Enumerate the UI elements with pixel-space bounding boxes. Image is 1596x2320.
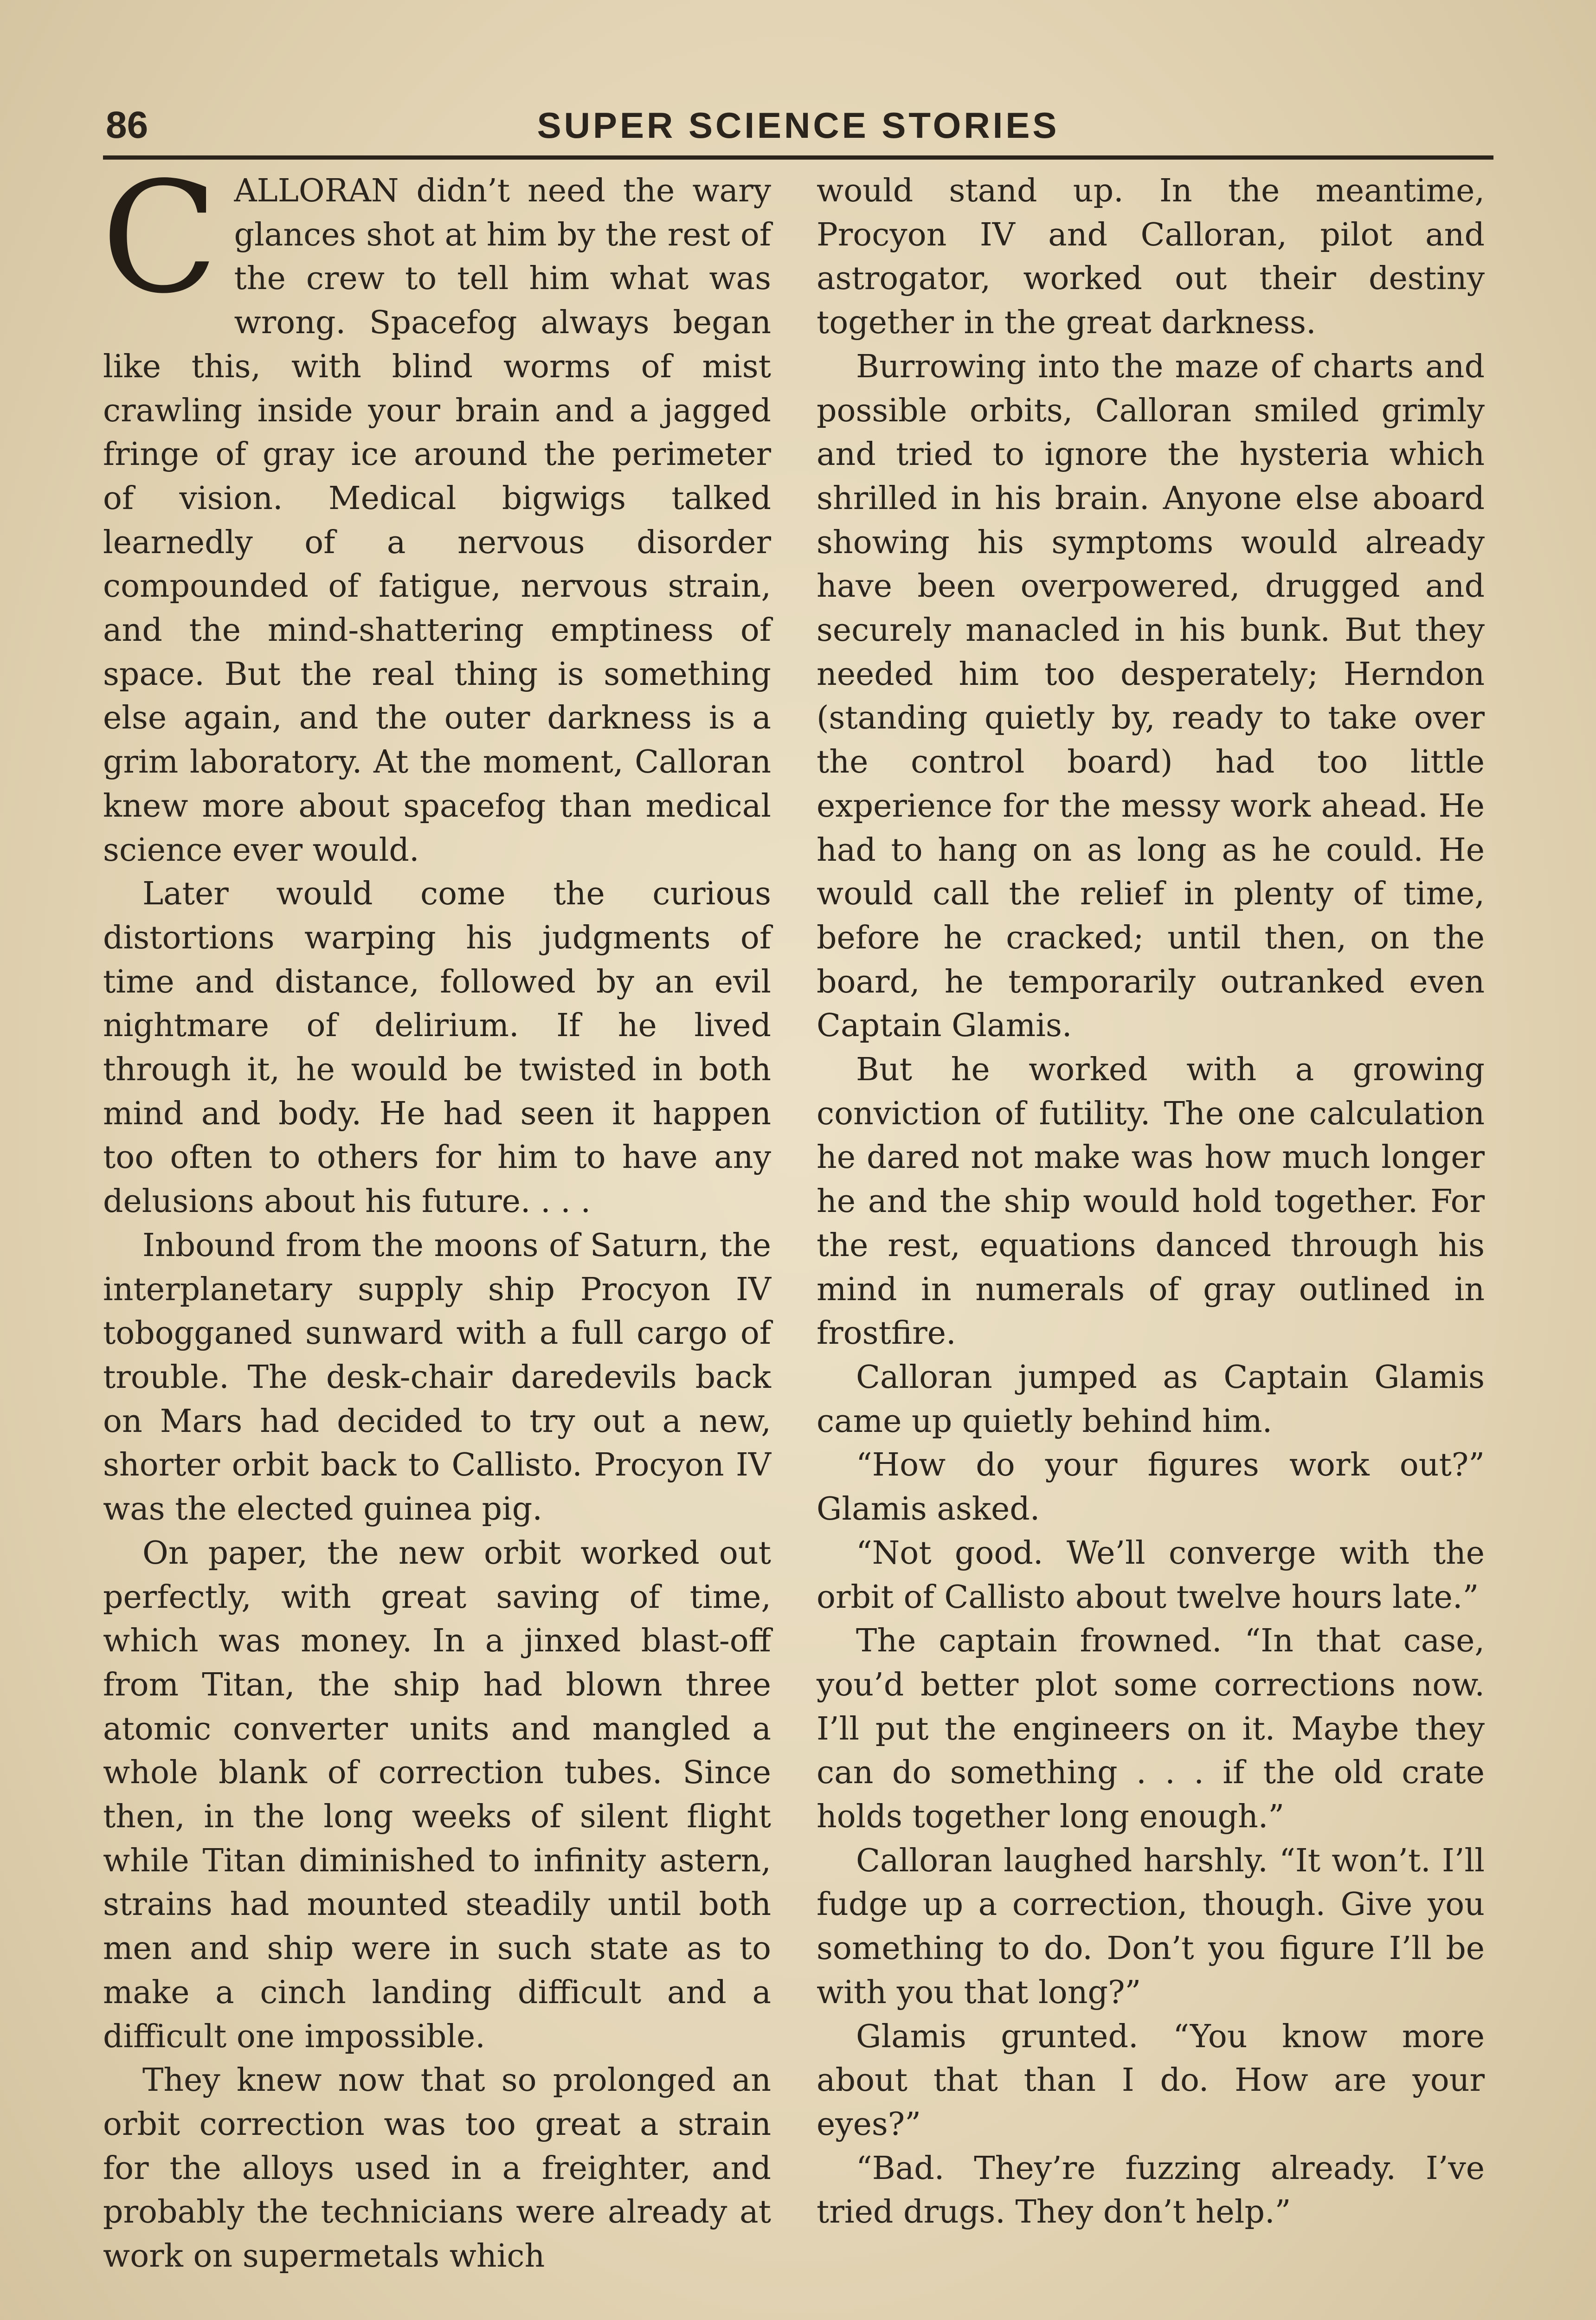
page-number: 86 [106, 104, 148, 146]
opening-paragraph-text: ALLORAN didn’t need the wary glances shot at him by the rest of the crew to tell him what was wrong. Spacefog always began like this, with blind worms of mist crawling inside your brain and a jagged fringe of gray ice around the perimeter of vision. Medical bigwigs talked learnedly of a nervous disorder compounded of fatigue, nervous strain, and the mind-shattering emptiness of space. But the real thing is something else again, and the outer darkness is a grim laboratory. At the moment, Calloran knew more about spacefog than medical science ever would. [103, 173, 771, 869]
paragraph: “How do your figures work out?” Glamis asked. [817, 1447, 1485, 1528]
paragraph: They knew now that so prolonged an orbit correction was too great a strain for the alloys used in a freighter, and probably the technicians were already at work on supermetals which [103, 2062, 771, 2275]
left-column [101, 149, 771, 2279]
paragraph: Calloran laughed harshly. “It won’t. I’ll fudge up a correction, though. Give you something to do. Don’t you figure I’ll be with you that long?” [817, 1842, 1485, 2011]
paragraph: On paper, the new orbit worked out perfectly, with great saving of time, which was money. In a jinxed blast-off from Titan, the ship had blown three atomic converter units and mangled a whole blank of correction tubes. Since then, in the long weeks of silent flight while Titan diminished to infinity astern, strains had mounted steadily until both men and ship were in such state as to make a cinch landing difficult and a difficult one impossible. [103, 1534, 771, 2055]
running-head: SUPER SCIENCE STORIES [537, 105, 1060, 146]
paragraph: Burrowing into the maze of charts and possible orbits, Calloran smiled grimly and tried to ignore the hysteria which shrilled in his brain. Anyone else aboard showing his symptoms would already have been overpowered, drugged and securely manacled in his bunk. But they needed him too desperately; Herndon (standing quietly by, ready to take over the control board) had too little experience for the messy work ahead. He had to hang on as long as he could. He would call the relief in plenty of time, before he cracked; until then, on the board, he temporarily outranked even Captain Glamis. [817, 348, 1485, 1044]
paragraph: Later would come the curious distortions warping his judgments of time and distance, followed by an evil nightmare of delirium. If he lived through it, he would be twisted in both mind and body. He had seen it happen too often to others for him to have any delusions about his future. . . . [103, 876, 771, 1220]
paragraph: “Not good. We’ll converge with the orbit of Callisto about twelve hours late.” [817, 1534, 1485, 1616]
paragraph: “Bad. They’re fuzzing already. I’ve tried drugs. They don’t help.” [817, 2150, 1485, 2231]
paragraph: The captain frowned. “In that case, you’d better plot some corrections now. I’ll put the engineers on it. Maybe they can do something . . . if the old crate holds together long enough.” [817, 1623, 1485, 1836]
paragraph: But he worked with a growing conviction of futility. The one calculation he dared not make was how much longer he and the ship would hold together. For the rest, equations danced through his mind in numerals of gray outlined in frostfire. [817, 1051, 1485, 1352]
right-column [817, 169, 1485, 2235]
continued-paragraph: would stand up. In the meantime, Procyon IV and Calloran, pilot and astrogator, worked out their destiny together in the great darkness. [817, 173, 1485, 342]
paragraph: Inbound from the moons of Saturn, the interplanetary supply ship Procyon IV tobogganed sunward with a full cargo of trouble. The desk-chair daredevils back on Mars had decided to try out a new, shorter orbit back to Callisto. Procyon IV was the elected guinea pig. [103, 1227, 771, 1528]
opening-paragraph [101, 149, 771, 872]
paragraph: Calloran jumped as Captain Glamis came up quietly behind him. [817, 1359, 1485, 1440]
drop-cap: C [101, 149, 219, 327]
page-header [103, 95, 1493, 160]
paragraph: Glamis grunted. “You know more about that than I do. How are your eyes?” [817, 2018, 1485, 2143]
